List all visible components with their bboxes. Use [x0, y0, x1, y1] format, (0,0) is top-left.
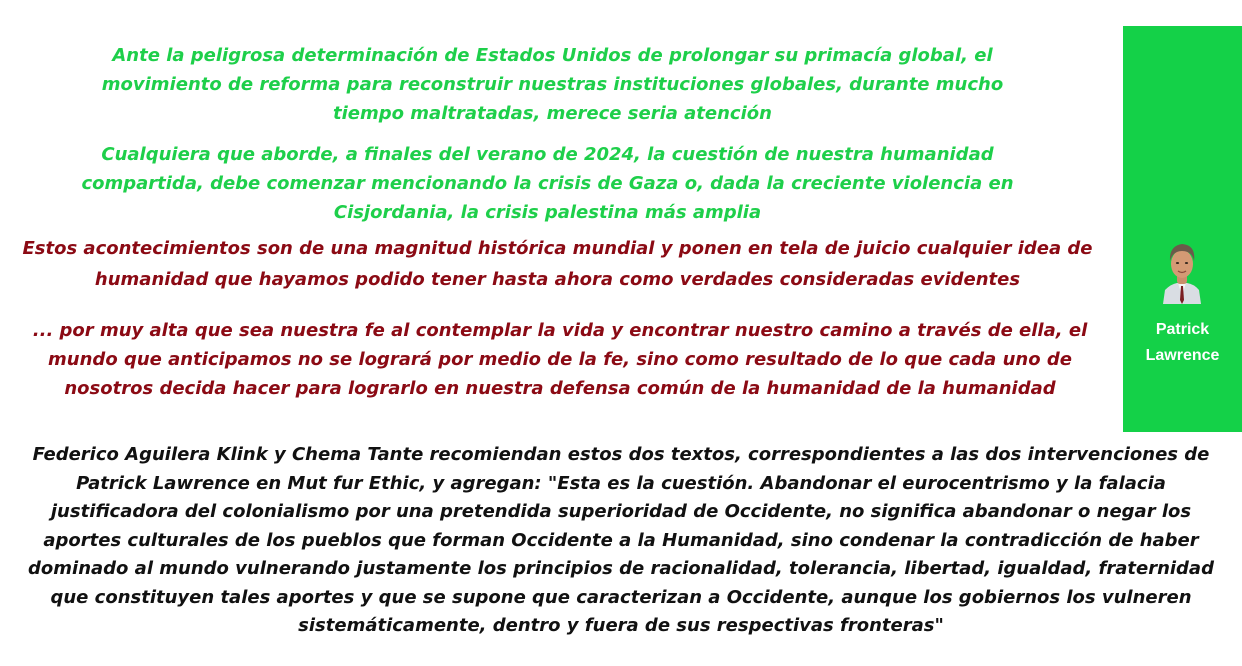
author-photo-icon — [1161, 234, 1203, 304]
author-last-name: Lawrence — [1145, 347, 1220, 364]
author-name — [1123, 317, 1242, 369]
author-first-name: Patrick — [1155, 321, 1210, 338]
quote-4: ... por muy alta que sea nuestra fe al contemplar la vida y encontrar nuestro camino a través de ella, el mundo que anticipamos no se logrará por medio de la fe, sino como resultado de lo que cada uno de nosotros decida hacer para lograrlo en nuestra defensa común de la humanidad de la humanidad — [32, 320, 1088, 399]
quote-2: Cualquiera que aborde, a finales del verano de 2024, la cuestión de nuestra humanidad compartida, debe comenzar mencionando la crisis de Gaza o, dada la creciente violencia en Cisjordania, la crisis palestina más amplia — [81, 144, 1014, 223]
quote-3: Estos acontecimientos son de una magnitud histórica mundial y ponen en tela de juicio cualquier idea de humanidad que hayamos podido tener hasta ahora como verdades consideradas evidentes — [22, 238, 1093, 290]
quote-1: Ante la peligrosa determinación de Estados Unidos de prolongar su primacía global, el movimiento de reforma para reconstruir nuestras instituciones globales, durante mucho tiempo maltratadas, merece seria atención — [101, 45, 1004, 124]
recommendation-paragraph: Federico Aguilera Klink y Chema Tante recomiendan estos dos textos, correspondientes a las dos intervenciones de Patrick Lawrence en Mut fur Ethic, y agregan: "Esta es la cuestión. Abandonar el eurocentrismo y la falacia justificadora del colonialismo por una pretendida superioridad de Occidente, no significa abandonar o negar los aportes culturales de los pueblos que forman Occidente a la Humanidad, sino condenar la contradicción de haber dominado al mundo vulnerando justamente los principios de racionalidad, tolerancia, libertad, igualdad, fraternidad que constituyen tales aportes y que se supone que caracterizan a Occidente, aunque los gobiernos los vulneren sistemáticamente, dentro y fuera de sus respectivas fronteras" — [28, 444, 1214, 636]
author-card — [1123, 26, 1242, 432]
